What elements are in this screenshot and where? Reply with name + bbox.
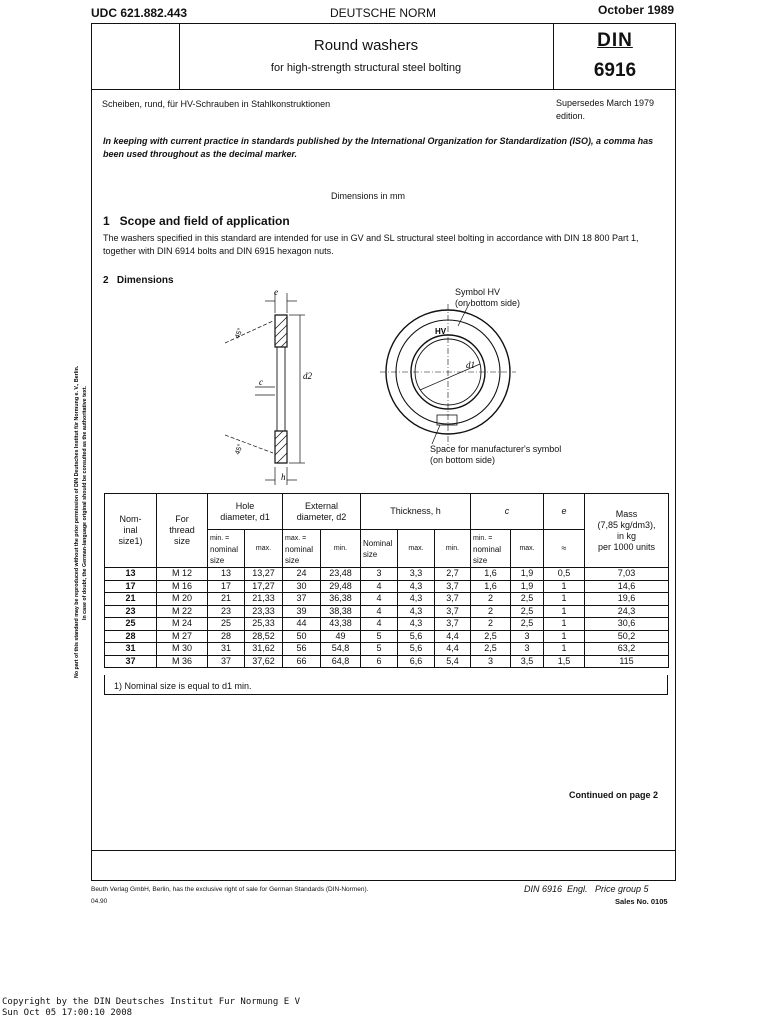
sub-ext-min: min. [321, 530, 361, 568]
table-cell: 1 [544, 643, 585, 656]
header-mass: Mass (7,85 kg/dm3), in kg per 1000 units [585, 494, 669, 568]
dimensions-note: Dimensions in mm [331, 191, 406, 201]
table-cell: 31,62 [245, 643, 283, 656]
publication-date: 04.90 [91, 898, 108, 905]
table-cell: 1 [544, 618, 585, 631]
table-cell: 4,4 [435, 630, 471, 643]
table-cell: 25 [105, 618, 157, 631]
table-cell: 115 [585, 655, 669, 668]
table-cell: 39 [283, 605, 321, 618]
sub-ext-nominal-label: nominal size [285, 544, 314, 565]
table-cell: 2 [471, 618, 511, 631]
table-cell: 1 [544, 593, 585, 606]
table-cell: 2 [471, 593, 511, 606]
table-cell: 54,8 [321, 643, 361, 656]
table-cell: 1,9 [511, 580, 544, 593]
table-cell: 31 [208, 643, 245, 656]
label-chamfer-top: 45° [234, 327, 245, 340]
table-cell: 24 [283, 568, 321, 581]
table-footnote: 1) Nominal size is equal to d1 min. [114, 681, 252, 691]
sub-ext-nominal [283, 530, 321, 568]
table-cell: 28 [105, 630, 157, 643]
dimensions-table [104, 493, 669, 668]
table-cell: 17 [105, 580, 157, 593]
manufacturer-symbol-note: Space for manufacturer's symbol (on bottom side) [430, 444, 562, 465]
table-cell: 0,5 [544, 568, 585, 581]
table-cell: 1,5 [544, 655, 585, 668]
sub-c-min-eq: min. = [473, 534, 493, 542]
table-cell: M 12 [157, 568, 208, 581]
supersedes-note: Supersedes March 1979 edition. [556, 98, 655, 121]
table-cell: M 16 [157, 580, 208, 593]
table-cell: 1 [544, 630, 585, 643]
table-cell: 4,4 [435, 643, 471, 656]
header-hole-diameter: Hole diameter, d1 [208, 494, 283, 530]
document-title: Round washers [313, 37, 419, 54]
table-cell: M 36 [157, 655, 208, 668]
table-cell: 50,2 [585, 630, 669, 643]
table-cell: 4,3 [398, 605, 435, 618]
table-cell: 2 [471, 605, 511, 618]
table-cell: 21 [208, 593, 245, 606]
table-cell: 3 [361, 568, 398, 581]
table-row [105, 568, 669, 581]
din-number: 6916 [593, 60, 637, 81]
table-cell: 4 [361, 605, 398, 618]
table-cell: 29,48 [321, 580, 361, 593]
header-external-diameter: External diameter, d2 [283, 494, 361, 530]
table-cell: 43,38 [321, 618, 361, 631]
table-cell: 17,27 [245, 580, 283, 593]
table-cell: 3,7 [435, 593, 471, 606]
table-cell: 30 [283, 580, 321, 593]
header-thickness: Thickness, h [361, 494, 471, 530]
table-cell: 28 [208, 630, 245, 643]
label-d2: d2 [303, 371, 312, 381]
table-cell: 66 [283, 655, 321, 668]
label-e: e [274, 287, 278, 297]
table-cell: M 27 [157, 630, 208, 643]
label-chamfer-bottom: 45° [234, 443, 245, 456]
table-cell: 17 [208, 580, 245, 593]
table-cell: 1 [544, 580, 585, 593]
sub-c-nominal-label: nominal size [473, 544, 502, 565]
table-cell: 63,2 [585, 643, 669, 656]
table-row [105, 593, 669, 606]
table-cell: 6,6 [398, 655, 435, 668]
table-cell: 4,3 [398, 593, 435, 606]
table-cell: 2,7 [435, 568, 471, 581]
table-cell: 44 [283, 618, 321, 631]
table-cell: 37,62 [245, 655, 283, 668]
sub-e-approx: ≈ [544, 530, 585, 568]
table-cell: 13 [208, 568, 245, 581]
label-c: c [259, 377, 263, 387]
table-cell: 3,7 [435, 618, 471, 631]
sub-hole-min-eq: min. = [210, 534, 230, 542]
table-cell: 31 [105, 643, 157, 656]
side-note-line-1: No part of this standard may be reproduced without the prior permission of DIN Deutsches Institut für Normung e. V., Berlin. [74, 365, 80, 678]
table-cell: 25,33 [245, 618, 283, 631]
sub-hole-max: max. [245, 530, 283, 568]
table-cell: 4 [361, 580, 398, 593]
table-cell: 50 [283, 630, 321, 643]
table-cell: 5,6 [398, 643, 435, 656]
section-2-title: 2 Dimensions [103, 275, 174, 286]
sub-thick-nominal: Nominal size [361, 530, 398, 568]
sub-c-nominal [471, 530, 511, 568]
table-row [105, 630, 669, 643]
washer-side-view [225, 285, 315, 490]
table-cell: 25 [208, 618, 245, 631]
table-cell: 13,27 [245, 568, 283, 581]
table-cell: 56 [283, 643, 321, 656]
udc-number: UDC 621.882.443 [91, 6, 188, 20]
header-nominal-size: Nom- inal size1) [105, 494, 157, 568]
table-cell: 30,6 [585, 618, 669, 631]
table-cell: 2,5 [511, 593, 544, 606]
table-cell: 19,6 [585, 593, 669, 606]
reference-line: DIN 6916 Engl. Price group 5 [524, 884, 649, 894]
table-cell: 1,6 [471, 580, 511, 593]
table-cell: 24,3 [585, 605, 669, 618]
table-cell: 2,5 [471, 630, 511, 643]
continued-note: Continued on page 2 [569, 790, 658, 800]
table-cell: 37 [105, 655, 157, 668]
section-1-text: The washers specified in this standard are intended for use in GV and SL structural steel bolting in accordance with DIN 18 800 Part 1, together with DIN 6914 bolts and DIN 6915 hexagon nuts. [103, 233, 639, 256]
table-cell: 3,3 [398, 568, 435, 581]
sub-hole-nominal [208, 530, 245, 568]
side-copyright-note [70, 240, 90, 680]
table-cell: 4,3 [398, 618, 435, 631]
sub-ext-max-eq: max. = [285, 534, 307, 542]
issue-date: October 1989 [598, 3, 675, 17]
sub-c-max: max. [511, 530, 544, 568]
sub-thick-min: min. [435, 530, 471, 568]
table-cell: 38,38 [321, 605, 361, 618]
table-cell: 23 [208, 605, 245, 618]
table-cell: 21 [105, 593, 157, 606]
table-row [105, 580, 669, 593]
table-cell: 23,48 [321, 568, 361, 581]
table-cell: 37 [208, 655, 245, 668]
norm-type: DEUTSCHE NORM [330, 6, 437, 20]
table-cell: M 30 [157, 643, 208, 656]
bottom-rule [91, 850, 676, 851]
table-cell: 2,5 [511, 618, 544, 631]
title-divider-left [179, 23, 180, 90]
table-cell: 3 [471, 655, 511, 668]
section-1-title: 1 Scope and field of application [103, 214, 290, 228]
table-row [105, 643, 669, 656]
table-cell: 3 [511, 630, 544, 643]
table-cell: 4 [361, 593, 398, 606]
label-d1: d1 [466, 360, 475, 370]
table-cell: 2,5 [511, 605, 544, 618]
table-cell: 6 [361, 655, 398, 668]
table-cell: 23 [105, 605, 157, 618]
table-cell: 13 [105, 568, 157, 581]
table-cell: 7,03 [585, 568, 669, 581]
sub-hole-nominal-label: nominal size [210, 544, 239, 565]
table-cell: 28,52 [245, 630, 283, 643]
table-row [105, 605, 669, 618]
header-c: c [471, 494, 544, 530]
side-note-line-2: In case of doubt, the German-language original should be consulted as the authoritative text. [82, 386, 88, 620]
header-e: e [544, 494, 585, 530]
table-cell: 23,33 [245, 605, 283, 618]
table-cell: 5,4 [435, 655, 471, 668]
label-h: h [281, 472, 286, 482]
symbol-hv-note: Symbol HV (on bottom side) [455, 287, 521, 308]
table-cell: 5,6 [398, 630, 435, 643]
title-divider-right [553, 23, 554, 90]
copyright-line-2: Sun Oct 05 17:00:10 2008 [2, 1008, 133, 1018]
copyright-line-1: Copyright by the DIN Deutsches Institut Fur Normung E V [2, 997, 301, 1007]
table-cell: 21,33 [245, 593, 283, 606]
table-cell: 1,9 [511, 568, 544, 581]
sales-number: Sales No. 0105 [615, 897, 668, 906]
iso-decimal-note: In keeping with current practice in standards published by the International Organization for Standardization (ISO), a comma has been used throughout as the decimal marker. [103, 136, 654, 159]
german-title: Scheiben, rund, für HV-Schrauben in Stahlkonstruktionen [102, 99, 331, 109]
table-cell: 5 [361, 643, 398, 656]
table-cell: 49 [321, 630, 361, 643]
din-label: DIN [597, 30, 633, 51]
table-row [105, 618, 669, 631]
table-row [105, 655, 669, 668]
table-cell: 4 [361, 618, 398, 631]
header-thread-size: For thread size [157, 494, 208, 568]
washer-top-view [380, 302, 520, 452]
table-cell: 14,6 [585, 580, 669, 593]
table-cell: M 24 [157, 618, 208, 631]
table-cell: 3,7 [435, 580, 471, 593]
document-subtitle: for high-strength structural steel bolting [270, 62, 462, 74]
table-body [105, 568, 669, 668]
table-cell: M 20 [157, 593, 208, 606]
table-cell: 36,38 [321, 593, 361, 606]
sub-thick-max: max. [398, 530, 435, 568]
table-cell: 2,5 [471, 643, 511, 656]
table-cell: 37 [283, 593, 321, 606]
table-cell: M 22 [157, 605, 208, 618]
table-cell: 5 [361, 630, 398, 643]
table-cell: 1,6 [471, 568, 511, 581]
table-cell: 3,7 [435, 605, 471, 618]
label-hv: HV [435, 327, 447, 336]
copyright-footer [2, 997, 300, 1019]
table-cell: 3,5 [511, 655, 544, 668]
table-cell: 64,8 [321, 655, 361, 668]
table-cell: 1 [544, 605, 585, 618]
publisher-note: Beuth Verlag GmbH, Berlin, has the exclusive right of sale for German Standards (DIN-Normen). [91, 886, 369, 893]
table-cell: 4,3 [398, 580, 435, 593]
table-cell: 3 [511, 643, 544, 656]
